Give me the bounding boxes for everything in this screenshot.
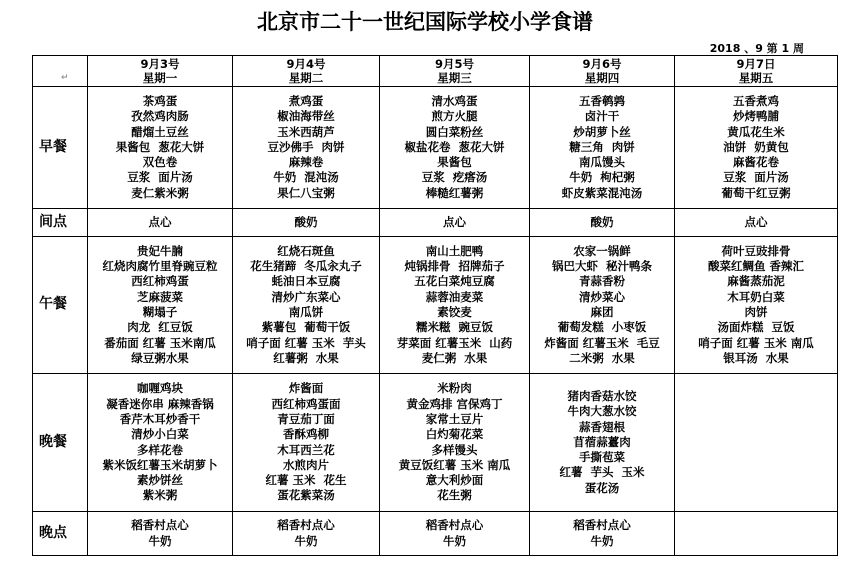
menu-cell: 咖喱鸡块 凝香迷你串 麻辣香锅 香芹木耳炒香干 清炒小白菜 多样花卷 紫米饭红薯玉米胡萝卜 素炒饼丝 紫米粥 [88,374,233,512]
day-header: 9月3号 星期一 [88,56,233,87]
menu-cell: 荷叶豆豉排骨 酸菜红鲷鱼 香辣汇 麻酱蒸茄泥 木耳奶白菜 肉饼 汤面炸糕 豆饭 哨子面 红薯 玉米 南瓜 银耳汤 水果 [675,237,838,374]
menu-cell: 稻香村点心 牛奶 [233,512,380,556]
page-title: 北京市二十一世纪国际学校小学食谱 [257,9,593,34]
day-header: 9月4号 星期二 [233,56,380,87]
meal-label: 晚点 [33,512,88,556]
menu-cell: 米粉肉 黄金鸡排 宫保鸡丁 家常土豆片 白灼菊花菜 多样馒头 黄豆饭红薯 玉米 南瓜 意大利炒面 花生粥 [380,374,530,512]
menu-cell: 五香鹌鹑 卤汁干 炒胡萝卜丝 糖三角 肉饼 南瓜馒头 牛奶 枸杞粥 虾皮紫菜混沌汤 [530,87,675,209]
date-week-line: 2018 、9 第 1 周 [709,42,804,55]
menu-cell: 猪肉香菇水饺 牛肉大葱水饺 蒜香翅根 苜蓿蒜薹肉 手撕苞菜 红薯 芋头 玉米 蛋花汤 [530,374,675,512]
menu-cell: 稻香村点心 牛奶 [88,512,233,556]
meal-label: 间点 [33,209,88,237]
menu-cell [675,512,838,556]
menu-cell: 五香煮鸡 炒烤鸭脯 黄瓜花生米 油饼 奶黄包 麻酱花卷 豆浆 面片汤 葡萄干红豆粥 [675,87,838,209]
menu-cell: 点心 [380,209,530,237]
menu-cell: 稻香村点心 牛奶 [530,512,675,556]
menu-cell: 南山土肥鸭 炖锅排骨 招牌茄子 五花白菜炖豆腐 蒜蓉油麦菜 素饺麦 糯米糍 豌豆饭 芽菜面 红薯玉米 山药 麦仁粥 水果 [380,237,530,374]
meal-label: 晚餐 [33,374,88,512]
meal-row-dinner [33,374,838,512]
menu-cell: 茶鸡蛋 孜然鸡肉肠 醋熘土豆丝 果酱包 葱花大饼 双色卷 豆浆 面片汤 麦仁紫米粥 [88,87,233,209]
meal-row-evening-snack [33,512,838,556]
menu-cell: 酸奶 [530,209,675,237]
meal-label: 早餐 [33,87,88,209]
day-header: 9月6号 星期四 [530,56,675,87]
menu-cell: 贵妃牛腩 红烧肉腐竹里脊豌豆粒 西红柿鸡蛋 芝麻菠菜 糊塌子 肉龙 红豆饭 番茄面 红薯 玉米南瓜 绿豆粥水果 [88,237,233,374]
menu-cell: 红烧石斑鱼 花生猪蹄 冬瓜汆丸子 蚝油日本豆腐 清炒广东菜心 南瓜饼 紫薯包 葡萄干饭 哨子面 红薯 玉米 芋头 红薯粥 水果 [233,237,380,374]
menu-cell: 点心 [88,209,233,237]
menu-cell [675,374,838,512]
day-header: 9月5号 星期三 [380,56,530,87]
meal-row-lunch [33,237,838,374]
header-row [33,56,838,87]
menu-cell: 农家一锅鲜 锅巴大虾 秘汁鸭条 青蒜香粉 清炒菜心 麻团 葡萄发糕 小枣饭 炸酱面 红薯玉米 毛豆 二米粥 水果 [530,237,675,374]
menu-cell: 点心 [675,209,838,237]
menu-cell: 稻香村点心 牛奶 [380,512,530,556]
corner-cell: ↵ [33,56,88,87]
menu-cell: 清水鸡蛋 煎方火腿 圆白菜粉丝 椒盐花卷 葱花大饼 果酱包 豆浆 疙瘩汤 棒糙红薯粥 [380,87,530,209]
meal-row-snack [33,209,838,237]
menu-cell: 炸酱面 西红柿鸡蛋面 青豆茄丁面 香酥鸡柳 木耳西兰花 水煎肉片 红薯 玉米 花生 蛋花紫菜汤 [233,374,380,512]
meal-row-breakfast [33,87,838,209]
menu-cell: 酸奶 [233,209,380,237]
menu-cell: 煮鸡蛋 椒油海带丝 玉米西葫芦 豆沙佛手 肉饼 麻辣卷 牛奶 混沌汤 果仁八宝粥 [233,87,380,209]
day-header: 9月7日 星期五 [675,56,838,87]
menu-table [32,55,838,556]
meal-label: 午餐 [33,237,88,374]
